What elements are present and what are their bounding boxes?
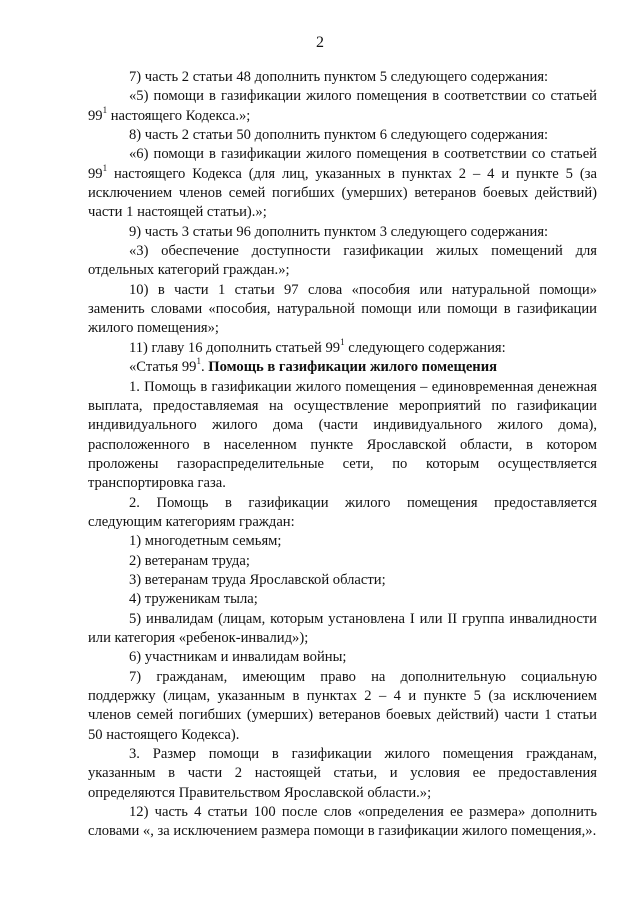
paragraph-text: настоящего Кодекса (для лиц, указанных в пунктах 2 – 4 и пункте 5 (за исключением членов семей погибших (умерших) ветеранов боевых действий) части 1 настоящей статьи).»; bbox=[88, 165, 597, 221]
paragraph-item-7 bbox=[88, 68, 597, 87]
paragraph-point-6 bbox=[88, 145, 597, 222]
superscript: 1 bbox=[196, 356, 201, 367]
list-item-6 bbox=[88, 648, 597, 667]
paragraph-text: 7) гражданам, имеющим право на дополнительную социальную поддержку (лицам, указанным в пунктах 2 – 4 и пункте 5 (за исключением членов семей погибших (умерших) ветеранов боевых действий) части 1 статьи 50 настоящего Кодекса). bbox=[88, 668, 597, 743]
paragraph-text: 5) инвалидам (лицам, которым установлена I или II группа инвалидности или категория «ребенок-инвалид»); bbox=[88, 610, 597, 646]
paragraph-item-12 bbox=[88, 803, 597, 842]
paragraph-text: 2) ветеранам труда; bbox=[129, 552, 250, 569]
paragraph-text: 1. Помощь в газификации жилого помещения – единовременная денежная выплата, предоставляемая на осуществление мероприятий по газификации индивидуального жилого дома (части индивидуального жилого дома), расположенного в населенном пункте Ярославской области, в котором проложены газораспределительные сети, по которым осуществляется транспортировка газа. bbox=[88, 378, 597, 492]
paragraph-text: 9) часть 3 статьи 96 дополнить пунктом 3 следующего содержания: bbox=[129, 223, 549, 240]
article-part-1 bbox=[88, 378, 597, 494]
list-item-2 bbox=[88, 552, 597, 571]
article-label: «Статья 99 bbox=[129, 359, 197, 376]
paragraph-item-10 bbox=[88, 281, 597, 339]
superscript: 1 bbox=[102, 104, 108, 115]
paragraph-text: 11) главу 16 дополнить статьей 99 bbox=[129, 339, 341, 356]
list-item-1 bbox=[88, 532, 597, 551]
paragraph-text: . bbox=[200, 359, 209, 376]
paragraph-text: 1) многодетным семьям; bbox=[129, 533, 282, 550]
article-heading bbox=[88, 358, 597, 377]
paragraph-text: 2. Помощь в газификации жилого помещения предоставляется следующим категориям граждан: bbox=[88, 494, 597, 530]
list-item-7 bbox=[88, 668, 597, 745]
paragraph-text: 8) часть 2 статьи 50 дополнить пунктом 6 следующего содержания: bbox=[129, 127, 549, 144]
paragraph-text: следующего содержания: bbox=[344, 339, 506, 356]
page-number: 2 bbox=[316, 34, 324, 51]
list-item-3 bbox=[88, 571, 597, 590]
paragraph-point-5 bbox=[88, 87, 597, 126]
article-title: Помощь в газификации жилого помещения bbox=[208, 359, 498, 376]
paragraph-text: «5) помощи в газификации жилого помещения в соответствии со статьей 99 bbox=[88, 88, 597, 124]
paragraph-text: 4) труженикам тыла; bbox=[129, 591, 258, 608]
list-item-5 bbox=[88, 610, 597, 649]
list-item-4 bbox=[88, 590, 597, 609]
paragraph-point-3 bbox=[88, 242, 597, 281]
paragraph-text: «3) обеспечение доступности газификации жилых помещений для отдельных категорий граждан.»; bbox=[88, 243, 597, 279]
superscript: 1 bbox=[102, 162, 108, 173]
article-part-2 bbox=[88, 494, 597, 533]
paragraph-text: 7) часть 2 статьи 48 дополнить пунктом 5 следующего содержания: bbox=[129, 69, 549, 85]
paragraph-text: 3. Размер помощи в газификации жилого помещения гражданам, указанным в части 2 настоящей статьи, и условия ее предоставления определяются Правительством Ярославской области.»; bbox=[88, 746, 597, 801]
article-part-3 bbox=[88, 745, 597, 803]
paragraph-item-11 bbox=[88, 336, 597, 358]
paragraph-item-8 bbox=[88, 126, 597, 145]
superscript: 1 bbox=[340, 336, 345, 347]
paragraph-text: 12) часть 4 статьи 100 после слов «определения ее размера» дополнить словами «, за исключением размера помощи в газификации жилого помещения,». bbox=[88, 804, 597, 840]
paragraph-text: «6) помощи в газификации жилого помещения в соответствии со статьей 99 bbox=[88, 146, 597, 182]
paragraph-text: 6) участникам и инвалидам войны; bbox=[129, 649, 347, 666]
paragraph-text: 10) в части 1 статьи 97 слова «пособия или натуральной помощи» заменить словами «пособия, натуральной помощи или помощи в газификации жилого помещения»; bbox=[88, 281, 597, 337]
paragraph-text: настоящего Кодекса.»; bbox=[107, 107, 251, 124]
paragraph-item-9 bbox=[88, 223, 597, 242]
document-body bbox=[88, 68, 597, 842]
paragraph-text: 3) ветеранам труда Ярославской области; bbox=[129, 571, 386, 588]
